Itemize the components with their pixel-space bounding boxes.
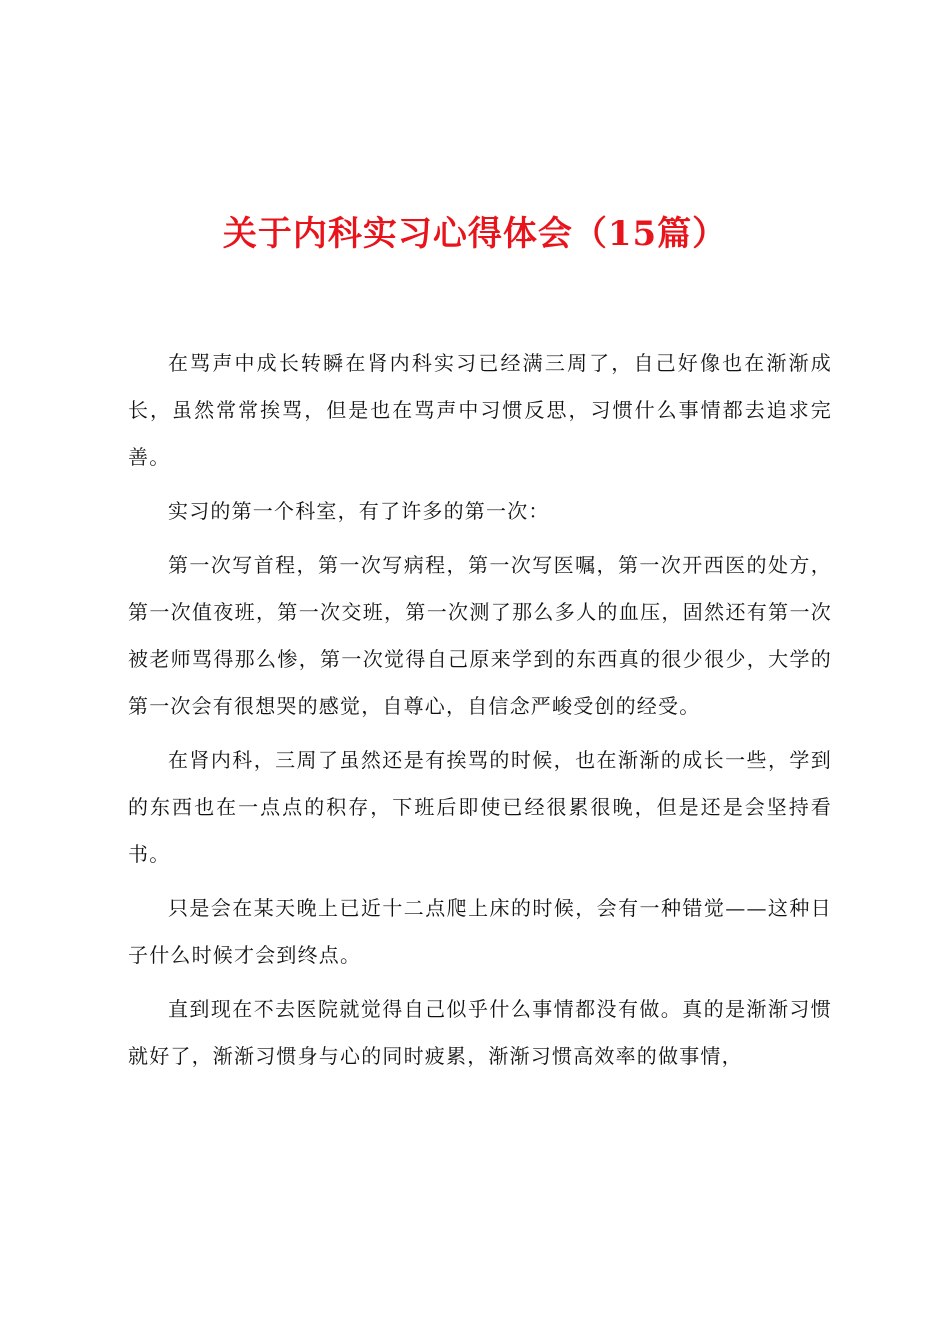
paragraph: 第一次写首程，第一次写病程，第一次写医嘱，第一次开西医的处方，第一次值夜班，第一次交班，第一次测了那么多人的血压，固然还有第一次被老师骂得那么惨，第一次觉得自己原来学到的东西真的很少很少，大学的第一次会有很想哭的感觉，自尊心，自信念严峻受创的经受。 [128,553,832,718]
paragraph: 直到现在不去医院就觉得自己似乎什么事情都没有做。真的是渐渐习惯就好了，渐渐习惯身与心的同时疲累，渐渐习惯高效率的做事情， [128,997,832,1068]
document-title: 关于内科实习心得体会（15篇） [222,214,728,254]
document-body [128,340,832,1087]
paragraph: 只是会在某天晚上已近十二点爬上床的时候，会有一种错觉——这种日子什么时候才会到终点。 [128,896,832,967]
paragraph: 实习的第一个科室，有了许多的第一次： [168,499,550,523]
paragraph: 在骂声中成长转瞬在肾内科实习已经满三周了，自己好像也在渐渐成长，虽然常常挨骂，但是也在骂声中习惯反思，习惯什么事情都去追求完善。 [128,351,832,469]
paragraph: 在肾内科，三周了虽然还是有挨骂的时候，也在渐渐的成长一些，学到的东西也在一点点的积存，下班后即使已经很累很晚，但是还是会坚持看书。 [128,748,832,866]
